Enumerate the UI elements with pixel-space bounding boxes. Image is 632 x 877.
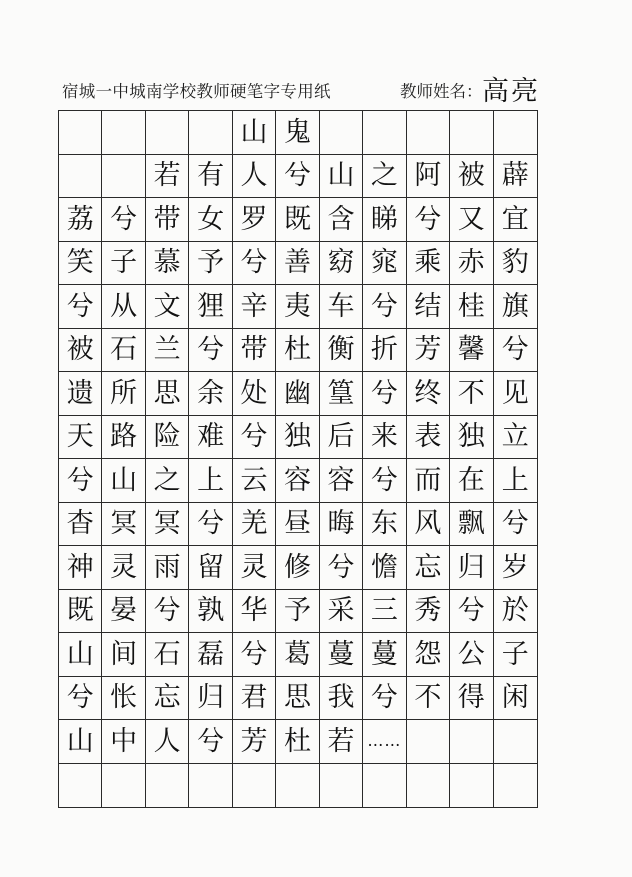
grid-cell: 在 [450,459,493,503]
grid-cell: 兮 [363,459,406,503]
grid-cell: 兮 [320,546,363,590]
grid-cell: 风 [407,503,450,547]
grid-cell: 兮 [189,329,232,373]
grid-cell: 桂 [450,285,493,329]
grid-cell: 有 [189,155,232,199]
grid-cell: 而 [407,459,450,503]
grid-cell: 山 [59,633,102,677]
grid-cell: 带 [233,329,276,373]
grid-cell [59,155,102,199]
grid-cell: 若 [320,720,363,764]
grid-cell: 善 [276,242,319,286]
grid-cell [407,111,450,155]
grid-cell: 来 [363,416,406,460]
grid-cell: 冥 [146,503,189,547]
grid-cell: 见 [494,372,537,416]
grid-cell: 不 [450,372,493,416]
grid-cell: 思 [276,677,319,721]
grid-cell: 遗 [59,372,102,416]
grid-cell: 容 [320,459,363,503]
grid-cell: 荔 [59,198,102,242]
grid-cell [59,764,102,808]
grid-cell: 从 [102,285,145,329]
grid-cell: 容 [276,459,319,503]
grid-cell: 含 [320,198,363,242]
grid-cell [450,764,493,808]
grid-cell: 得 [450,677,493,721]
grid-cell: 被 [450,155,493,199]
grid-cell: 天 [59,416,102,460]
grid-cell: 慕 [146,242,189,286]
grid-cell: 赤 [450,242,493,286]
grid-cell: 忘 [407,546,450,590]
grid-cell: 子 [494,633,537,677]
grid-cell: 上 [494,459,537,503]
grid-cell: 宜 [494,198,537,242]
writing-grid [58,110,538,808]
grid-cell: 思 [146,372,189,416]
grid-cell: 兮 [494,329,537,373]
grid-cell: 之 [363,155,406,199]
grid-cell [276,764,319,808]
teacher-name-label: 教师姓名： [400,82,483,101]
grid-cell: 兰 [146,329,189,373]
grid-cell: 忘 [146,677,189,721]
grid-cell: 兮 [59,285,102,329]
grid-cell: 公 [450,633,493,677]
grid-cell: 兮 [189,503,232,547]
grid-cell: 秀 [407,590,450,634]
grid-cell: 折 [363,329,406,373]
grid-cell: 灵 [102,546,145,590]
grid-cell: 辛 [233,285,276,329]
grid-cell [233,764,276,808]
grid-cell: 兮 [59,677,102,721]
grid-cell: 兮 [494,503,537,547]
grid-cell: 余 [189,372,232,416]
grid-cell: 华 [233,590,276,634]
grid-cell: 险 [146,416,189,460]
grid-cell [320,764,363,808]
grid-cell: 馨 [450,329,493,373]
grid-cell: 杜 [276,329,319,373]
grid-cell [189,111,232,155]
grid-cell: 石 [102,329,145,373]
grid-cell: 人 [233,155,276,199]
grid-cell: 东 [363,503,406,547]
grid-cell: 独 [276,416,319,460]
grid-cell: 兮 [363,372,406,416]
grid-cell: 难 [189,416,232,460]
grid-cell: 兮 [233,416,276,460]
grid-cell: 闲 [494,677,537,721]
grid-cell: 怨 [407,633,450,677]
grid-cell: 留 [189,546,232,590]
grid-cell: 冥 [102,503,145,547]
grid-cell: 中 [102,720,145,764]
grid-cell: 上 [189,459,232,503]
grid-cell: 独 [450,416,493,460]
grid-cell: 被 [59,329,102,373]
grid-cell: 山 [102,459,145,503]
grid-cell: 三 [363,590,406,634]
grid-cell [146,111,189,155]
grid-cell: 羌 [233,503,276,547]
grid-cell: 夷 [276,285,319,329]
grid-cell: 兮 [146,590,189,634]
grid-cell: 憺 [363,546,406,590]
grid-cell: 又 [450,198,493,242]
grid-cell: 所 [102,372,145,416]
grid-cell: 豹 [494,242,537,286]
grid-cell: 幽 [276,372,319,416]
grid-cell: 篁 [320,372,363,416]
grid-cell: 采 [320,590,363,634]
grid-cell: 窈 [320,242,363,286]
grid-cell: 终 [407,372,450,416]
grid-cell: 兮 [407,198,450,242]
grid-cell: 兮 [102,198,145,242]
grid-cell: 之 [146,459,189,503]
grid-cell: 君 [233,677,276,721]
grid-cell [363,111,406,155]
grid-cell: 於 [494,590,537,634]
grid-cell: 神 [59,546,102,590]
grid-cell: 女 [189,198,232,242]
grid-cell: 笑 [59,242,102,286]
grid-cell: 立 [494,416,537,460]
grid-cell: 子 [102,242,145,286]
grid-cell: 怅 [102,677,145,721]
grid-cell [407,720,450,764]
grid-cell [102,155,145,199]
grid-cell: 路 [102,416,145,460]
grid-cell: 予 [189,242,232,286]
grid-cell: 后 [320,416,363,460]
grid-cell [102,111,145,155]
grid-cell: 昼 [276,503,319,547]
grid-cell: 修 [276,546,319,590]
grid-cell: 人 [146,720,189,764]
grid-cell: 阿 [407,155,450,199]
grid-cell: 芳 [233,720,276,764]
grid-cell: 山 [233,111,276,155]
sheet-header [62,70,562,106]
grid-cell: 兮 [59,459,102,503]
grid-cell [146,764,189,808]
grid-cell [363,764,406,808]
grid-cell: 睇 [363,198,406,242]
grid-cell [320,111,363,155]
grid-cell [494,111,537,155]
grid-cell: 山 [59,720,102,764]
grid-cell: 薜 [494,155,537,199]
grid-cell: 兮 [363,285,406,329]
grid-cell: 处 [233,372,276,416]
grid-cell: …… [363,720,406,764]
grid-cell: 兮 [276,155,319,199]
teacher-name-handwritten: 高亮 [482,76,540,107]
grid-cell: 蔓 [320,633,363,677]
grid-cell: 兮 [233,242,276,286]
grid-cell: 窕 [363,242,406,286]
grid-cell: 不 [407,677,450,721]
grid-cell: 晏 [102,590,145,634]
grid-cell: 旗 [494,285,537,329]
grid-cell [450,111,493,155]
grid-cell [450,720,493,764]
grid-cell: 云 [233,459,276,503]
grid-cell: 杜 [276,720,319,764]
grid-cell: 衡 [320,329,363,373]
grid-cell: 既 [276,198,319,242]
grid-cell: 灵 [233,546,276,590]
grid-cell: 芳 [407,329,450,373]
grid-cell [494,720,537,764]
grid-cell: 车 [320,285,363,329]
grid-cell: 若 [146,155,189,199]
grid-cell: 我 [320,677,363,721]
grid-cell: 晦 [320,503,363,547]
grid-cell: 石 [146,633,189,677]
grid-cell [102,764,145,808]
grid-cell [407,764,450,808]
grid-cell: 山 [320,155,363,199]
grid-cell: 雨 [146,546,189,590]
grid-cell: 孰 [189,590,232,634]
grid-cell: 飘 [450,503,493,547]
school-title: 宿城一中城南学校教师硬笔字专用纸 [62,82,331,101]
grid-cell: 带 [146,198,189,242]
grid-cell: 葛 [276,633,319,677]
grid-cell: 结 [407,285,450,329]
grid-cell: 狸 [189,285,232,329]
grid-cell: 乘 [407,242,450,286]
grid-cell: 鬼 [276,111,319,155]
grid-cell: 文 [146,285,189,329]
grid-cell: 予 [276,590,319,634]
grid-cell: 蔓 [363,633,406,677]
grid-cell: 杳 [59,503,102,547]
grid-cell: 归 [189,677,232,721]
grid-cell: 磊 [189,633,232,677]
grid-cell [189,764,232,808]
grid-cell: 罗 [233,198,276,242]
grid-cell [59,111,102,155]
grid-cell: 表 [407,416,450,460]
grid-cell: 兮 [233,633,276,677]
grid-cell: 间 [102,633,145,677]
grid-cell: 兮 [363,677,406,721]
grid-cell: 兮 [189,720,232,764]
grid-cell [494,764,537,808]
grid-cell: 岁 [494,546,537,590]
grid-cell: 既 [59,590,102,634]
grid-cell: 归 [450,546,493,590]
grid-cell: 兮 [450,590,493,634]
